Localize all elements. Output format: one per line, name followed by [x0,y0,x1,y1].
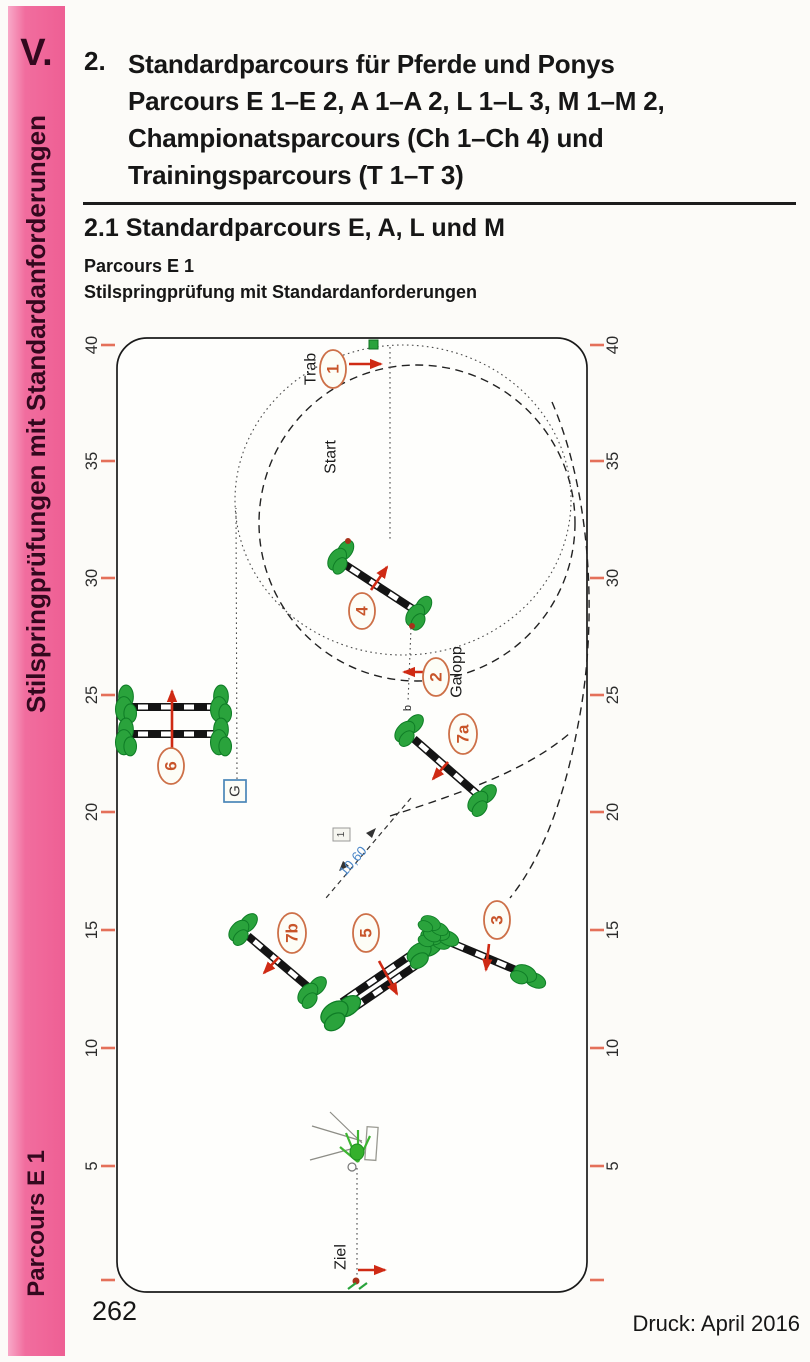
svg-text:Ziel: Ziel [332,1244,350,1270]
svg-text:1: 1 [323,364,343,374]
svg-text:b: b [402,704,414,712]
svg-text:5: 5 [604,1161,622,1171]
svg-text:4: 4 [352,606,372,616]
section-title-line-1: Standardparcours für Pferde und Ponys [128,49,615,79]
svg-text:Trab: Trab [302,352,320,386]
subsection-title: 2.1 Standardparcours E, A, L und M [84,214,505,242]
svg-text:6: 6 [161,761,181,771]
chapter-title-text: Stilspringprüfungen mit Standardanforderungen [21,114,51,713]
page-number: 262 [92,1296,138,1326]
course-name: Parcours E 1 [84,256,195,276]
svg-text:30: 30 [604,568,622,588]
start-flag-icon [369,340,378,349]
svg-text:10: 10 [83,1038,101,1058]
svg-text:G: G [226,785,244,797]
sidebar-course-text: Parcours E 1 [22,1150,50,1297]
title-divider [83,202,796,205]
svg-text:5: 5 [83,1161,101,1171]
svg-text:40: 40 [604,335,622,355]
section-number: 2. [84,46,106,76]
section-title [128,46,798,194]
scale-labels-left [83,336,101,1171]
distance-label: 10,60 [336,843,370,879]
svg-text:20: 20 [83,802,101,822]
print-date: Druck: April 2016 [632,1311,800,1336]
svg-text:20: 20 [604,802,622,822]
svg-text:40: 40 [83,335,101,355]
svg-text:2: 2 [426,672,446,682]
chapter-sidebar [8,6,65,1356]
svg-text:Galopp: Galopp [448,646,466,698]
section-title-line-3: Championatsparcours (Ch 1–Ch 4) und [128,123,604,153]
chapter-title-vertical [8,106,65,721]
svg-text:35: 35 [83,451,101,471]
svg-text:1: 1 [336,831,347,838]
scale-ticks-right [590,345,604,1280]
svg-text:10: 10 [604,1038,622,1058]
course-diagram [80,330,625,1305]
scale-labels-right [604,336,622,1171]
svg-text:15: 15 [83,920,101,940]
svg-text:30: 30 [83,568,101,588]
svg-text:25: 25 [604,685,622,705]
svg-text:Start: Start [322,440,340,474]
svg-text:35: 35 [604,451,622,471]
svg-text:7a: 7a [453,724,473,744]
sidebar-course-label [8,1141,65,1306]
scale-ticks-left [101,345,115,1280]
chapter-number: V. [20,32,53,74]
svg-text:7b: 7b [282,923,302,943]
svg-text:25: 25 [83,685,101,705]
section-title-line-2: Parcours E 1–E 2, A 1–A 2, L 1–L 3, M 1–M 2, [128,86,665,116]
svg-text:15: 15 [604,920,622,940]
course-type: Stilspringprüfung mit Standardanforderungen [84,282,477,302]
svg-text:3: 3 [487,915,507,925]
svg-text:5: 5 [356,928,376,938]
section-title-line-4: Trainingsparcours (T 1–T 3) [128,160,464,190]
